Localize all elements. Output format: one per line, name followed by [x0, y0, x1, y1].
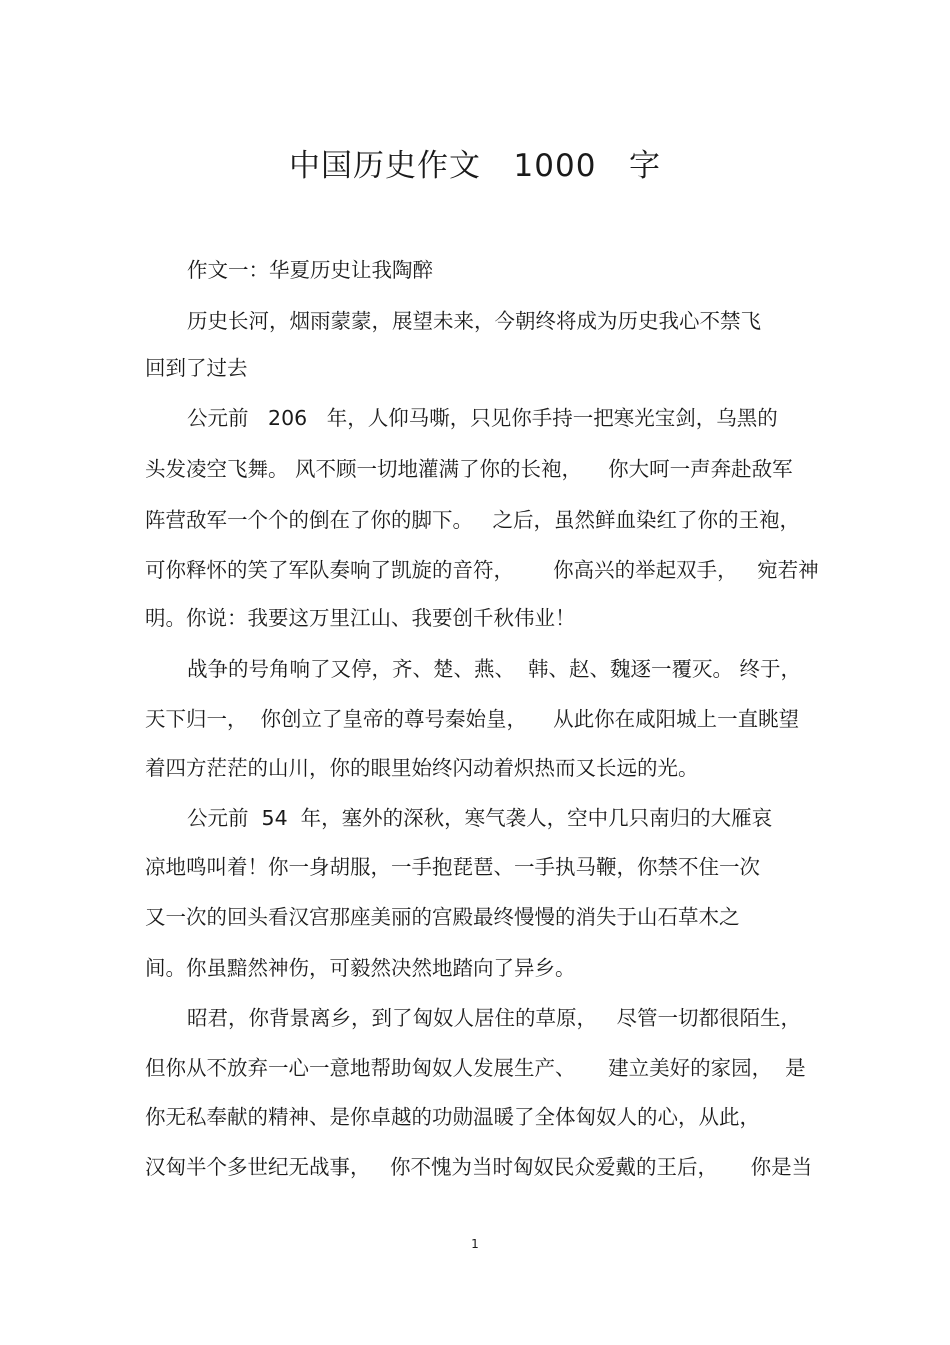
text-line: 公元前 54 年，塞外的深秋，寒气袭人，空中几只南归的大雁哀	[187, 806, 773, 830]
text-line: 明。你说：我要这万里江山、我要创千秋伟业！	[145, 606, 576, 630]
text-line: 战争的号角响了又停，齐、楚、燕、 韩、赵、魏逐一覆灭。 终于，	[187, 657, 802, 681]
document-title: 中国历史作文 1000 字	[288, 148, 662, 184]
text-line: 昭君，你背景离乡，到了匈奴人居住的草原， 尽管一切都很陌生，	[187, 1006, 802, 1030]
text-line: 间。你虽黯然神伤，可毅然决然地踏向了异乡。	[145, 956, 576, 980]
text-line: 可你释怀的笑了军队奏响了凯旋的音符， 你高兴的举起双手， 宛若神	[145, 558, 819, 582]
text-line: 着四方茫茫的山川，你的眼里始终闪动着炽热而又长远的光。	[145, 756, 699, 780]
text-line: 历史长河，烟雨蒙蒙，展望未来，今朝终将成为历史我心不禁飞	[187, 309, 761, 333]
page-number: 1	[471, 1237, 479, 1251]
text-line: 头发凌空飞舞。 风不顾一切地灌满了你的长袍， 你大呵一声奔赴敌军	[145, 457, 793, 481]
text-line: 但你从不放弃一心一意地帮助匈奴人发展生产、 建立美好的家园， 是	[145, 1056, 806, 1080]
text-line: 天下归一， 你创立了皇帝的尊号秦始皇， 从此你在咸阳城上一直眺望	[145, 707, 800, 731]
text-line: 凉地鸣叫着！你一身胡服，一手抱琵琶、一手执马鞭，你禁不住一次	[145, 855, 760, 879]
text-line: 汉匈半个多世纪无战事， 你不愧为当时匈奴民众爱戴的王后， 你是当	[145, 1155, 813, 1179]
text-line: 公元前 206 年，人仰马嘶，只见你手持一把寒光宝剑，乌黑的	[187, 406, 778, 430]
text-line: 又一次的回头看汉宫那座美丽的宫殿最终慢慢的消失于山石草木之	[145, 905, 740, 929]
text-line: 阵营敌军一个个的倒在了你的脚下。 之后，虽然鲜血染红了你的王袍，	[145, 508, 801, 532]
essay-heading: 作文一：华夏历史让我陶醉	[187, 258, 433, 282]
text-line: 你无私奉献的精神、是你卓越的功勋温暖了全体匈奴人的心，从此，	[145, 1105, 760, 1129]
text-line: 回到了过去	[145, 356, 248, 380]
